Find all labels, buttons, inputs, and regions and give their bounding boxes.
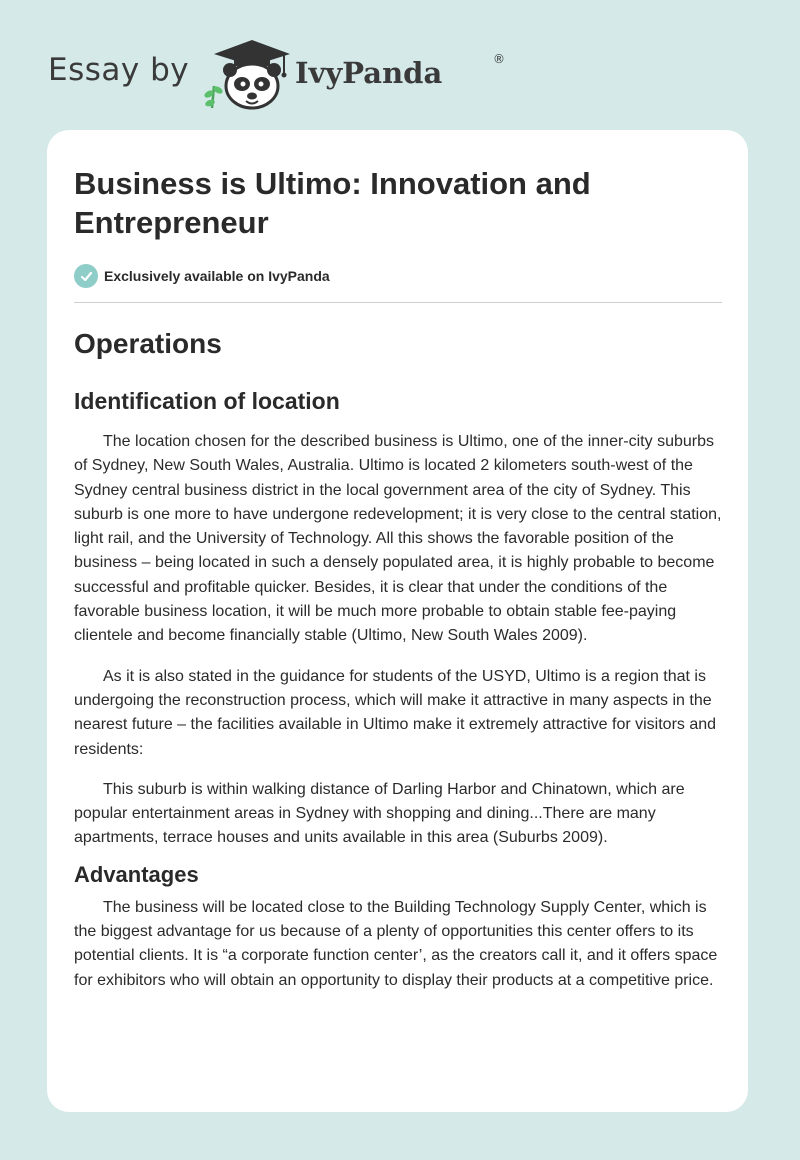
exclusive-badge-text: Exclusively available on IvyPanda: [104, 268, 330, 284]
essay-by-label: Essay by: [48, 52, 190, 88]
check-icon: [74, 264, 98, 288]
paragraph: As it is also stated in the guidance for students of the USYD, Ultimo is a region that is undergoing the reconstruction process, which will make it attractive in many aspects in the nearest future – the facilities available in Ultimo make it extremely attractive for visitors and residents:: [74, 667, 717, 758]
paragraph: The business will be located close to the Building Technology Supply Center, which is the biggest advantage for us because of a plenty of opportunities this center offers to its potential clients. It is “a corporate function center’, as the creators call it, and it offers space for exhibitors who will obtain an opportunity to display their products at a competitive price.: [74, 898, 718, 989]
section-heading-operations: Operations: [74, 328, 222, 359]
quote-paragraph: This suburb is within walking distance of Darling Harbor and Chinatown, which are popular entertainment areas in Sydney with shopping and dining...There are many apartments, terrace houses and units available in this area (Suburbs 2009).: [74, 780, 685, 847]
paragraph: The location chosen for the described business is Ultimo, one of the inner-city suburbs of Sydney, New South Wales, Australia. Ultimo is located 2 kilometers south-west of the Sydney central business district in the local government area of the city of Sydney. This suburb is one more to have undergone redevelopment; it is very close to the central station, light rail, and the University of Technology. All this shows the favorable position of the business – being located in such a densely populated area, it is highly probable to become successful and profitable quicker. Besides, it is clear that under the conditions of the favorable business location, it will be much more probable to obtain stable fee-paying clientele and become financially stable (Ultimo, New South Wales 2009).: [74, 433, 722, 645]
registered-mark: ®: [493, 52, 505, 66]
essay-card: [47, 130, 748, 1112]
brand-name[interactable]: IvyPanda: [295, 56, 443, 90]
essay-title: Business is Ultimo: Innovation and Entrepreneur: [74, 166, 591, 240]
subsection-heading-advantages: Advantages: [74, 861, 199, 887]
title-divider: [74, 302, 722, 303]
site-header: [48, 34, 505, 110]
essay-body: [74, 326, 724, 993]
panda-graduate-logo-icon[interactable]: [204, 38, 294, 112]
subsection-heading-location: Identification of location: [74, 388, 340, 414]
exclusive-badge: [74, 264, 330, 288]
